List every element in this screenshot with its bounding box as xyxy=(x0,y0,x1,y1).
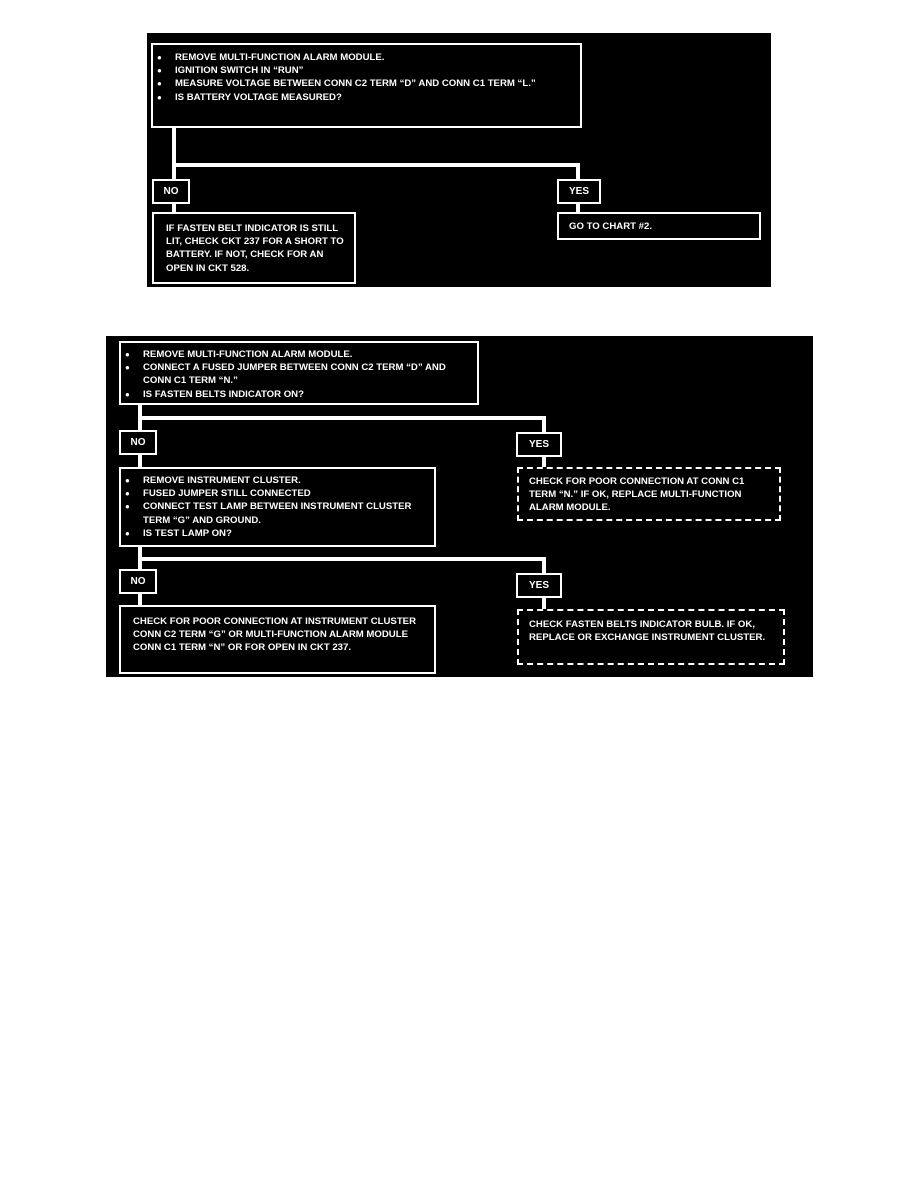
chart2-step2-item: ● REMOVE INSTRUMENT CLUSTER. xyxy=(121,474,428,487)
chart2-connector xyxy=(542,416,546,432)
chart1-yes-result-text: GO TO CHART #2. xyxy=(569,221,652,232)
chart2-connector xyxy=(138,594,142,605)
chart1-connector xyxy=(576,204,580,212)
chart2-no-result-2 xyxy=(119,605,436,674)
chart1-question-item: ● IGNITION SWITCH IN “RUN” xyxy=(153,64,572,77)
chart2-connector xyxy=(138,416,546,420)
chart1-connector xyxy=(172,163,580,167)
chart2-step2-box xyxy=(119,467,436,547)
chart1-connector xyxy=(576,163,580,180)
chart2-connector xyxy=(542,456,546,467)
chart2-no-label-1: NO xyxy=(119,430,157,455)
flowchart-panel-2 xyxy=(106,336,813,677)
chart1-question-item: ● REMOVE MULTI-FUNCTION ALARM MODULE. xyxy=(153,51,572,64)
chart2-question-item: ● IS FASTEN BELTS INDICATOR ON? xyxy=(121,388,469,401)
chart1-no-label: NO xyxy=(152,179,190,204)
chart2-connector xyxy=(542,597,546,609)
chart2-yes-label-2: YES xyxy=(516,573,562,598)
chart2-connector xyxy=(138,455,142,467)
chart2-connector xyxy=(542,557,546,573)
chart2-question-item: ● CONNECT A FUSED JUMPER BETWEEN CONN C2 TERM “D” AND CONN C1 TERM “N.” xyxy=(121,361,469,387)
chart2-yes-result-1-text: CHECK FOR POOR CONNECTION AT CONN C1 TERM “N.” IF OK, REPLACE MULTI-FUNCTION ALARM MODULE. xyxy=(529,476,745,514)
chart1-connector xyxy=(172,128,176,179)
chart2-step2-item: ● CONNECT TEST LAMP BETWEEN INSTRUMENT CLUSTER TERM “G” AND GROUND. xyxy=(121,500,428,526)
chart2-question-box xyxy=(119,341,479,405)
chart2-no-label-2: NO xyxy=(119,569,157,594)
chart2-yes-label-1: YES xyxy=(516,432,562,457)
chart2-step2-item: ● FUSED JUMPER STILL CONNECTED xyxy=(121,487,428,500)
chart1-yes-result xyxy=(557,212,761,240)
chart2-question-item: ● REMOVE MULTI-FUNCTION ALARM MODULE. xyxy=(121,348,469,361)
chart1-connector xyxy=(172,204,176,212)
chart2-no-result-2-text: CHECK FOR POOR CONNECTION AT INSTRUMENT CLUSTER CONN C2 TERM “G” OR MULTI-FUNCTION ALARM MODULE CONN C1 TERM “N” OR FOR OPEN IN CKT 237. xyxy=(133,616,417,654)
chart1-no-result-text: IF FASTEN BELT INDICATOR IS STILL LIT, CHECK CKT 237 FOR A SHORT TO BATTERY. IF NOT, CHECK FOR AN OPEN IN CKT 528. xyxy=(166,223,344,274)
chart2-yes-result-1 xyxy=(517,467,781,521)
flowchart-panel-1 xyxy=(147,33,771,287)
chart1-question-box xyxy=(151,43,582,128)
chart2-yes-result-2-text: CHECK FASTEN BELTS INDICATOR BULB. IF OK, REPLACE OR EXCHANGE INSTRUMENT CLUSTER. xyxy=(529,619,766,644)
chart1-no-result xyxy=(152,212,356,284)
chart2-step2-item: ● IS TEST LAMP ON? xyxy=(121,527,428,540)
chart1-question-item: ● IS BATTERY VOLTAGE MEASURED? xyxy=(153,91,572,104)
chart1-question-item: ● MEASURE VOLTAGE BETWEEN CONN C2 TERM “D” AND CONN C1 TERM “L.” xyxy=(153,77,572,90)
chart2-yes-result-2 xyxy=(517,609,785,665)
chart2-connector xyxy=(138,557,546,561)
chart1-yes-label: YES xyxy=(557,179,601,204)
